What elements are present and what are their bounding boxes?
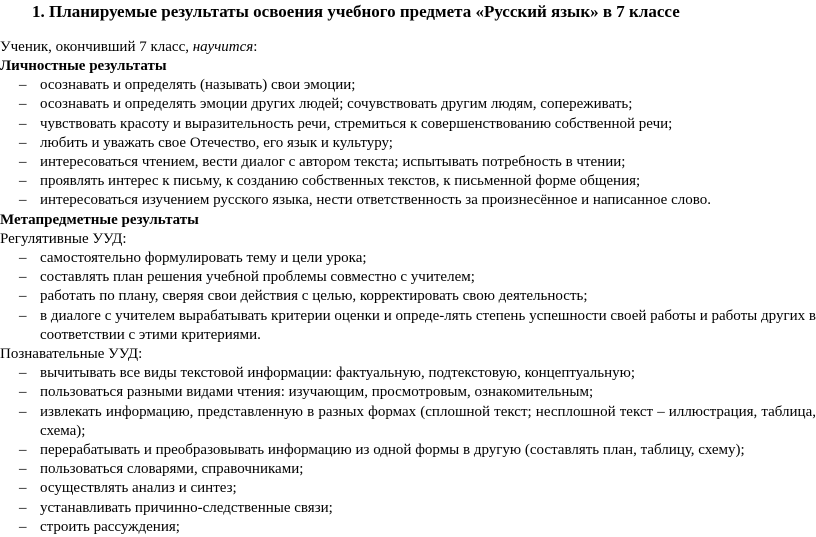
dash-marker: – [19, 154, 27, 170]
list-item-text: строить рассуждения; [40, 518, 180, 535]
document-body [0, 57, 816, 537]
dash-marker: – [19, 307, 27, 324]
list-item [0, 153, 816, 172]
dash-marker: – [19, 173, 27, 190]
list-item [0, 518, 816, 537]
dash-marker: – [19, 384, 27, 401]
list-item-text: любить и уважать свое Отечество, его язык и культуру; [40, 134, 393, 151]
dash-marker: – [19, 192, 27, 209]
list-item-text: осуществлять анализ и синтез; [40, 480, 237, 497]
dash-marker: – [19, 365, 27, 382]
personal-results-heading: Личностные результаты [0, 58, 167, 74]
list-item [0, 249, 816, 268]
list-item-text: осознавать и определять эмоции других людей; сочувствовать другим людям, сопереживать; [40, 96, 633, 113]
list-item [0, 76, 816, 95]
dash-marker: – [19, 403, 27, 420]
dash-marker: – [19, 134, 27, 151]
list-item-text: составлять план решения учебной проблемы совместно с учителем; [40, 269, 475, 286]
dash-marker: – [19, 518, 27, 535]
list-item-text: устанавливать причинно-следственные связи; [40, 499, 333, 516]
list-item-text: чувствовать красоту и выразительность речи, стремиться к совершенствованию собственной речи; [40, 115, 673, 132]
list-item [0, 134, 816, 153]
list-item-text: интересоваться изучением русского языка, нести ответственность за произнесённое и написанное слово. [40, 192, 711, 209]
dash-marker: – [19, 77, 27, 94]
list-item-text: проявлять интерес к письму, к созданию собственных текстов, к письменной форме общения; [40, 173, 641, 190]
dash-marker: – [19, 249, 27, 266]
dash-marker: – [19, 480, 27, 497]
list-item [0, 479, 816, 498]
intro-line [0, 39, 257, 56]
list-item [0, 307, 816, 345]
dash-marker: – [19, 442, 27, 458]
list-item [0, 172, 816, 191]
list-item [0, 441, 816, 460]
list-item [0, 115, 816, 134]
regulatory-heading: Регулятивные УУД: [0, 230, 127, 247]
document-title: 1. Планируемые результаты освоения учебного предмета «Русский язык» в 7 классе [32, 2, 680, 21]
list-item [0, 191, 816, 210]
list-item-text: осознавать и определять (называть) свои эмоции; [40, 77, 356, 94]
dash-marker: – [19, 499, 27, 516]
list-item-text: вычитывать все виды текстовой информации: фактуальную, подтекстовую, концептуальную; [40, 365, 636, 382]
list-item-text: перерабатывать и преобразовывать информацию из одной формы в другую (составлять план, таблицу, схему); [40, 442, 745, 458]
intro-suffix: : [253, 39, 258, 55]
list-item-text: самостоятельно формулировать тему и цели урока; [40, 249, 367, 266]
list-item [0, 287, 816, 306]
list-item [0, 499, 816, 518]
dash-marker: – [19, 115, 27, 132]
list-item [0, 268, 816, 287]
meta-results-heading: Метапредметные результаты [0, 211, 199, 228]
dash-marker: – [19, 96, 27, 113]
cognitive-heading: Познавательные УУД: [0, 346, 143, 362]
list-item-text: в диалоге с учителем вырабатывать критерии оценки и опреде-лять степень успешности своей работы и работы других в соответствии с этими критериями. [40, 307, 816, 343]
list-item-text: интересоваться чтением, вести диалог с автором текста; испытывать потребность в чтении; [40, 154, 626, 170]
list-item [0, 95, 816, 114]
list-item [0, 364, 816, 383]
intro-prefix: Ученик, окончивший 7 класс, [0, 39, 193, 55]
list-item-text: пользоваться словарями, справочниками; [40, 461, 304, 478]
list-item-text: работать по плану, сверяя свои действия с целью, корректировать свою деятельность; [40, 288, 588, 305]
dash-marker: – [19, 288, 27, 305]
list-item [0, 383, 816, 402]
list-item-text: извлекать информацию, представленную в разных формах (сплошной текст; несплошной текст – иллюстрация, таблица, схема); [40, 403, 816, 439]
dash-marker: – [19, 461, 27, 478]
list-item-text: пользоваться разными видами чтения: изучающим, просмотровым, ознакомительным; [40, 384, 594, 401]
dash-marker: – [19, 269, 27, 286]
intro-emphasis: научится [192, 39, 254, 55]
list-item [0, 460, 816, 479]
list-item [0, 403, 816, 441]
